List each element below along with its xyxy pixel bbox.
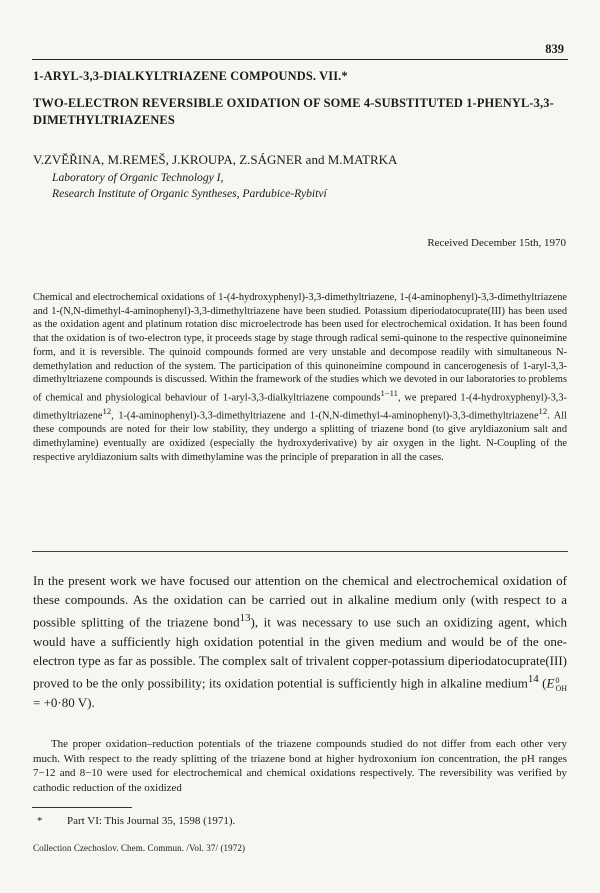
potential-superscript: 0 bbox=[555, 675, 560, 685]
page-number: 839 bbox=[545, 42, 564, 56]
author-list: V.ZVĚŘINA, M.REMEŠ, J.KROUPA, Z.SÁGNER and M.MATRKA bbox=[33, 152, 398, 167]
footnote-rule bbox=[32, 807, 132, 808]
footnote-mark: * bbox=[37, 815, 43, 827]
abstract-text: , we prepared 1-(4-hydroxyphenyl)-3,3-dimethyltriazene bbox=[33, 392, 567, 422]
potential-value: = +0·80 V). bbox=[33, 694, 95, 710]
body-text: In the present work we have focused our attention on the chemical and electrochemical oxidation of these compounds. As the oxidation can be carried out in alkaline medium only (with respect to a possible splitting of the triazene bond bbox=[33, 573, 567, 630]
body-text: ( bbox=[538, 675, 547, 691]
abstract-rule bbox=[32, 551, 568, 552]
body-paragraph-1 bbox=[33, 571, 567, 712]
header-rule bbox=[32, 59, 568, 60]
potential-symbol: E bbox=[546, 675, 555, 691]
abstract bbox=[33, 291, 567, 464]
reference-mark: 12 bbox=[102, 406, 112, 417]
reference-mark: 13 bbox=[239, 612, 251, 625]
abstract-text: Chemical and electrochemical oxidations of 1-(4-hydroxyphenyl)-3,3-dimethyltriazene, 1-(4-aminophenyl)-3,3-dimethyltriazene and 1-(N,N-dimethyl-4-aminophenyl)-3,3-dimethyltriazene have been studied. Potassium diperiodatocuprate(III) has been used as the oxidation agent and platinum rotation disc microelectrode has been used for electrochemical oxidation. It has been found that the oxidation is of two-electron type, it proceeds stage by stage through radical semi-quinone to the respective quinoneimine form, and it is reversible. The quinoid compounds formed are very unstable and decompose readily with simultaneous N-demethylation and reduction of the system. The participation of this quinoneimine compound in cancerogenesis of 1-aryl-3,3-dimethyltriazene compounds is discussed. Within the framework of the studies which we devoted in our laboratories to problems of chemical and physiological behaviour of 1-aryl-3,3-dialkyltriazene compounds bbox=[33, 292, 567, 404]
affiliation bbox=[52, 170, 327, 201]
abstract-text: , 1-(4-aminophenyl)-3,3-dimethyltriazene and 1-(N,N-dimethyl-4-aminophenyl)-3,3-dimethyltriazene bbox=[111, 410, 539, 422]
footnote bbox=[37, 815, 235, 827]
potential-subscript: OH bbox=[555, 683, 567, 693]
reference-mark: 14 bbox=[527, 673, 539, 686]
reference-mark: 12 bbox=[538, 406, 548, 417]
body-paragraph-2: The proper oxidation–reduction potentials of the triazene compounds studied do not differ from each other very much. With respect to the ready splitting of the triazene bond at higher hydroxonium ion concentration, the pH ranges 7−12 and 8−10 were used for electrochemical and chemical oxidations respectively. The reversibility was verified by cathodic reduction of the oxidized bbox=[33, 738, 567, 794]
received-date: Received December 15th, 1970 bbox=[427, 237, 566, 249]
abstract-text: . All these compounds are noted for their low stability, they undergo a splitting of triazene bond (to give aryldiazonium salt and dimethylamine) eventually are oxidized (especially the hydroxyderivative) by air oxygen in the light. N-Coupling of the respective aryldiazonium salts with dimethylamine was the principle of preparation in all the cases. bbox=[33, 410, 567, 463]
reference-mark: 1−11 bbox=[380, 387, 398, 398]
body-text: ), it was necessary to use such an oxidizing agent, which would have a sufficiently high oxidation potential in the given medium and would be of the one-electron type as far as possible. The complex salt of trivalent copper-potassium diperiodatocuprate(III) proved to be the only possibility; its oxidation potential is sufficiently high in alkaline medium bbox=[33, 614, 567, 691]
affiliation-line-1: Laboratory of Organic Technology I, bbox=[52, 171, 224, 184]
journal-citation: Collection Czechoslov. Chem. Commun. /Vol. 37/ (1972) bbox=[33, 843, 246, 853]
footnote-text: Part VI: This Journal 35, 1598 (1971). bbox=[67, 815, 236, 827]
series-title: 1-ARYL-3,3-DIALKYLTRIAZENE COMPOUNDS. VII.* bbox=[33, 69, 348, 83]
affiliation-line-2: Research Institute of Organic Syntheses, Pardubice-Rybitví bbox=[52, 186, 327, 200]
potential-indices bbox=[555, 677, 567, 693]
article-title: TWO-ELECTRON REVERSIBLE OXIDATION OF SOME 4-SUBSTITUTED 1-PHENYL-3,3-DIMETHYLTRIAZENES bbox=[33, 96, 554, 127]
